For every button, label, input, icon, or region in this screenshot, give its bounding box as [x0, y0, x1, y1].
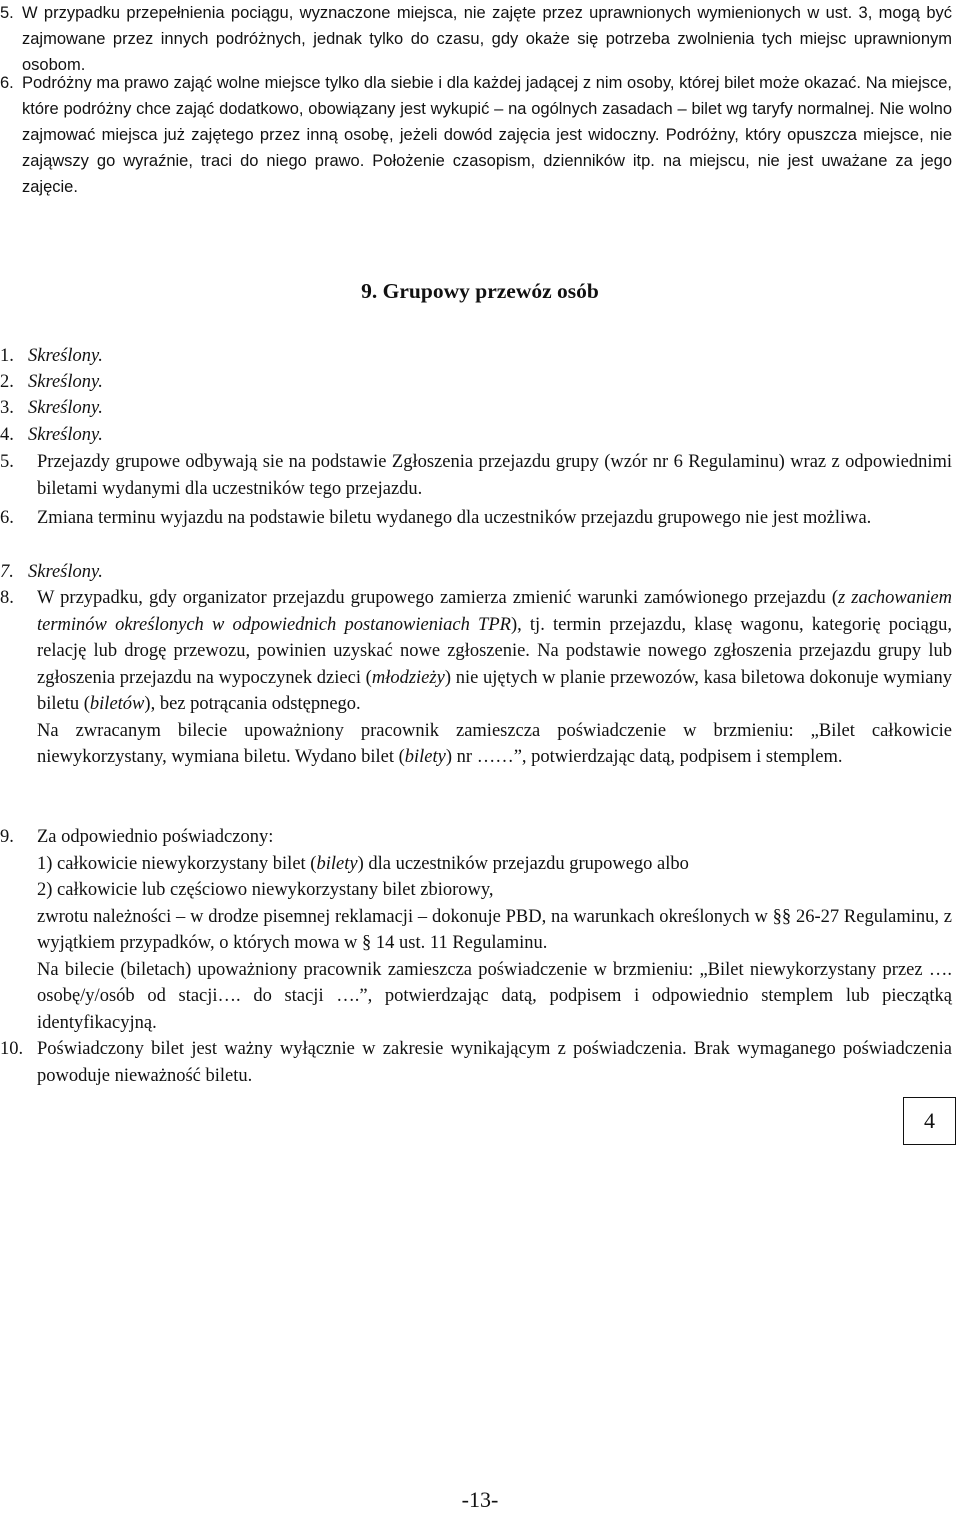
list-item [0, 559, 952, 586]
item-text: Skreślony. [28, 562, 103, 582]
item-text: Przejazdy grupowe odbywają sie na podstawie Zgłoszenia przejazdu grupy (wzór nr 6 Regulaminu) wraz z odpowiednimi biletami wydanymi dla uczestników tego przejazdu. [37, 452, 952, 499]
list-item [0, 505, 952, 532]
item-number: 6. [0, 508, 14, 528]
item-8-paragraph-1: W przypadku, gdy organizator przejazdu grupowego zamierza zmienić warunki zamówionego przejazdu (z zachowaniem terminów określonych w odpowiednich postanowieniach TPR), tj. termin przejazdu, klasę wagonu, kategorię pociągu, relację lub drogę przewozu, powinien uzyskać nowe zgłoszenie. Na podstawie nowego zgłoszenia przejazdu grupy lub zgłoszenia przejazdu na wypoczynek dzieci (młodzieży) nie ujętych w planie przewozów, kasa biletowa dokonuje wymiany biletu (biletów), bez potrącania odstępnego. [37, 588, 953, 714]
page-footer-number: -13- [461, 1487, 499, 1512]
list-item [0, 343, 952, 370]
list-item [0, 369, 952, 396]
item-text: Skreślony. [28, 425, 103, 445]
item-text: Podróżny ma prawo zająć wolne miejsce tylko dla siebie i dla każdej jadącej z nim osoby, której bilet może okazać. Na miejsce, które podróżny chce zająć dodatkowo, obowiązany jest wykupić – na ogólnych zasadach – bilet wg taryfy normalnej. Nie wolno zajmować miejsca już zajętego przez inną osobę, jeżeli dowód zajęcia jest widoczny. Podróżny, który opuszcza miejsce, nie zająwszy go wyraźnie, traci do niego prawo. Położenie czasopism, dzienników itp. na miejscu, nie jest uważane za jego zajęcie. [22, 74, 952, 196]
item-text: W przypadku przepełnienia pociągu, wyznaczone miejsca, nie zajęte przez uprawnionych wymienionych w ust. 3, mogą być zajmowane przez innych podróżnych, jednak tylko do czasu, gdy okaże się potrzeba zwolnienia tych miejsc uprawnionym osobom. [22, 4, 952, 74]
item-text: Poświadczony bilet jest ważny wyłącznie w zakresie wynikającym z poświadczenia. Brak wymaganego poświadczenia powoduje nieważność biletu. [37, 1039, 952, 1086]
paragraph-5-top [0, 0, 952, 78]
item-text: Skreślony. [28, 346, 103, 366]
item-8-paragraph-2: Na zwracanym bilecie upoważniony pracownik zamieszcza poświadczenie w brzmieniu: „Bilet całkowicie niewykorzystany, wymiana biletu. Wydano bilet (bilety) nr ……”, potwierdzając datą, podpisem i stemplem. [37, 720, 952, 767]
item-number: 9. [0, 827, 14, 847]
item-number: 5. [0, 4, 14, 22]
item-number: 8. [0, 588, 14, 608]
page-number-box: 4 [903, 1097, 956, 1145]
item-number: 7. [0, 562, 14, 582]
item-text: Skreślony. [28, 398, 103, 418]
item-9-paragraph-2: Na bilecie (biletach) upoważniony pracownik zamieszcza poświadczenie w brzmieniu: „Bilet niewykorzystany przez …. osobę/y/osób od stacji…. do stacji ….”, potwierdzając datą, podpisem i odpowiednio stemplem lub pieczątką identyfikacyjną. [37, 959, 952, 1033]
item-number: 6. [0, 74, 14, 92]
list-item-10 [0, 1036, 952, 1089]
item-number: 4. [0, 425, 14, 445]
item-text: Skreślony. [28, 372, 103, 392]
item-9-sub-2: 2) całkowicie lub częściowo niewykorzystany bilet zbiorowy, [37, 880, 494, 900]
item-number: 2. [0, 372, 14, 392]
list-item [0, 422, 952, 449]
item-9-sub-1: 1) całkowicie niewykorzystany bilet (bilety) dla uczestników przejazdu grupowego albo [37, 853, 689, 874]
list-item-8 [0, 585, 952, 771]
item-number: 1. [0, 346, 14, 366]
item-9-intro: Za odpowiednio poświadczony: [37, 827, 274, 847]
list-item-9 [0, 824, 952, 1036]
paragraph-6-top [0, 70, 952, 200]
list-item [0, 395, 952, 422]
item-text: Zmiana terminu wyjazdu na podstawie biletu wydanego dla uczestników przejazdu grupowego nie jest możliwa. [37, 508, 872, 528]
item-9-paragraph-1: zwrotu należności – w drodze pisemnej reklamacji – dokonuje PBD, na warunkach określonych w §§ 26-27 Regulaminu, z wyjątkiem przypadków, o których mowa w § 14 ust. 11 Regulaminu. [37, 906, 952, 953]
item-number: 3. [0, 398, 14, 418]
item-number: 5. [0, 452, 14, 472]
list-item [0, 449, 952, 502]
item-number: 10. [0, 1039, 24, 1059]
section-heading: 9. Grupowy przewóz osób [361, 279, 599, 303]
